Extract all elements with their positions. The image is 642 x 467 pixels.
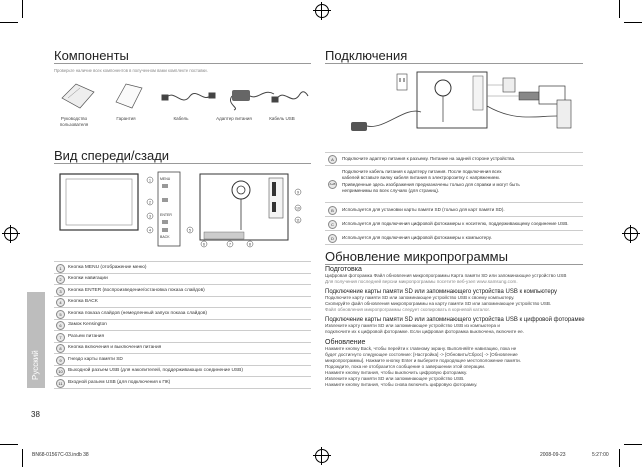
- divider: [325, 63, 583, 64]
- footer-date: 2008-09-23: [540, 452, 566, 458]
- table-row: A Подключите адаптер питания к разъему. Питание на задней стороне устройства.: [325, 152, 583, 165]
- frame-back-connections: [417, 72, 487, 128]
- marker-2: 2: [149, 200, 151, 205]
- divider: [325, 264, 583, 265]
- page-number: 38: [31, 410, 40, 419]
- marker-7: 7: [229, 242, 231, 247]
- table-row: D Используется для подключения цифровой фотокамеры к компьютеру.: [325, 230, 583, 245]
- component-label: Адаптер питания: [216, 116, 252, 121]
- manual-icon: [62, 84, 94, 108]
- usb-drive-icon: [487, 92, 541, 100]
- table-row: 3 Кнопка ENTER (воспроизведение/остановка показа слайдов): [54, 284, 311, 296]
- sd-card-icon: [487, 78, 515, 92]
- marker-10: 10: [296, 206, 300, 211]
- warranty-icon: [116, 84, 142, 108]
- menu-label: MENU: [160, 177, 171, 181]
- registration-mark-bottom: [315, 449, 329, 463]
- table-row: 1 Кнопка MENU (отображение меню): [54, 261, 311, 273]
- usb-cable-icon: [272, 92, 308, 102]
- table-row: 9 Гнездо карты памяти SD: [54, 353, 311, 365]
- table-row: B Используется для установки карты памяти SD (только для карт памяти SD).: [325, 202, 583, 216]
- footer-file: BN68-01567C-03.indb 38: [32, 452, 89, 458]
- marker-3: 3: [149, 214, 151, 219]
- table-row: 8 Кнопка включения и выключения питания: [54, 342, 311, 354]
- marker-6: 6: [203, 242, 205, 247]
- component-label: Руководство пользователя: [59, 116, 89, 127]
- component-label: Кабель: [173, 116, 189, 121]
- marker-8: 8: [249, 242, 251, 247]
- section-heading: Обновление: [325, 339, 366, 346]
- components-intro: Проверьте наличие всех компонентов в полученном вами комплекте поставки.: [54, 68, 208, 73]
- table-row: 10 Выходной разъем USB (для накопителей, поддерживающих соединение USB): [54, 365, 311, 377]
- update-sections: Подготовка Цифровая фоторамка Файл обновления микропрограммы Карта памяти SD или запоминающее устройство USB Для получения последней версии микропрограммы посетите веб-узел www.samsung.com. Подключение карты памяти SD или запоминающего устройства USB к компьютеру Подключите карту памяти SD или запоминающее устройство USB к своему компьютеру. Скопируйте файл обновления микропрограммы на карту памяти SD или запоминающее устройство USB. Файл обновления микропрограммы следует скопировать в корневой каталог. Подключение карты памяти SD или запоминающего устройства USB к цифровой фоторамке Извлеките карту памяти SD или запоминающее устройство USB из компьютера и подключите их к цифровой фоторамке. Если цифровая фоторамка выключена, включите ее. Обновление Нажмите кнопку Back, чтобы перейти к главному экрану. Выполняйте навигацию, пока не будет достигнуто следующее состояние: [Настройка] -> [Обновить/Сброс] -> [Обновление микропрограммы]. Нажмите кнопку Enter и выберите подходящее местоположение памяти. Подождите, пока не отобразится сообщение о завершении этой операции. Нажмите кнопку питания, чтобы выключить цифровую фоторамку. Извлеките карту памяти SD или запоминающее устройство USB. Нажмите кнопку питания, чтобы снова включить цифровую фоторамку.: [325, 266, 585, 387]
- component-label: Кабель USB: [269, 116, 295, 121]
- table-row: C Используется для подключения цифровой фотокамеры к носителю, поддерживающему соединение USB.: [325, 216, 583, 230]
- components-illustrations: [54, 78, 311, 114]
- enter-label: ENTER: [160, 213, 172, 217]
- view-title: Вид спереди/сзади: [54, 148, 170, 163]
- cable-icon: [162, 93, 215, 100]
- update-title: Обновление микропрограммы: [325, 249, 508, 264]
- table-row: 11 Входной разъем USB (для подключения к ПК): [54, 376, 311, 389]
- back-label: BACK: [160, 235, 170, 239]
- language-tab-label: Русский: [31, 350, 40, 380]
- frame-front: [60, 174, 138, 230]
- table-row: 5 Кнопка показа слайдов (немедленный запуск показа слайдов): [54, 307, 311, 319]
- section-heading: Подготовка: [325, 266, 362, 273]
- power-adapter-icon: [230, 90, 274, 110]
- connections-title: Подключения: [325, 48, 408, 63]
- component-label: Гарантия: [116, 116, 136, 121]
- wall-outlet-icon: [397, 74, 407, 90]
- power-adapter-icon: [351, 111, 421, 131]
- legend-table: [54, 261, 311, 389]
- marker-11: 11: [296, 218, 300, 223]
- divider: [54, 163, 311, 164]
- section-heading: Подключение карты памяти SD или запоминающего устройства USB к компьютеру: [325, 289, 557, 295]
- marker-1: 1: [149, 178, 151, 183]
- components-title: Компоненты: [54, 48, 129, 63]
- registration-mark-left: [4, 227, 18, 241]
- marker-5: 5: [189, 228, 191, 233]
- marker-4: 4: [149, 228, 151, 233]
- table-row: 2 Кнопки навигации: [54, 273, 311, 285]
- front-back-diagram: [54, 168, 311, 250]
- table-row: 4 Кнопка BACK: [54, 296, 311, 308]
- table-row: 6 Замок Kensington: [54, 319, 311, 331]
- footer-time: 5:27:00: [592, 452, 609, 458]
- table-row: A+B Подключите кабель питания к адаптеру питания. После подключения всех кабелей вставьте вилку кабеля питания в электророзетку с напряжением. Приведенные здесь изображения предназначены только для справки и могут быть неприменимы во всех случаях (для страниц).: [325, 165, 583, 202]
- registration-mark-top: [315, 4, 329, 18]
- registration-mark-right: [624, 227, 638, 241]
- connections-diagram: [325, 66, 583, 148]
- marker-9: 9: [297, 190, 299, 195]
- frame-back: [200, 174, 288, 240]
- connections-table: [325, 152, 583, 245]
- frame-side-buttons: [158, 172, 180, 246]
- divider: [54, 63, 311, 64]
- table-row: 7 Разъем питания: [54, 330, 311, 342]
- section-heading: Подключение карты памяти SD или запоминающего устройства USB к цифровой фоторамке: [325, 317, 585, 323]
